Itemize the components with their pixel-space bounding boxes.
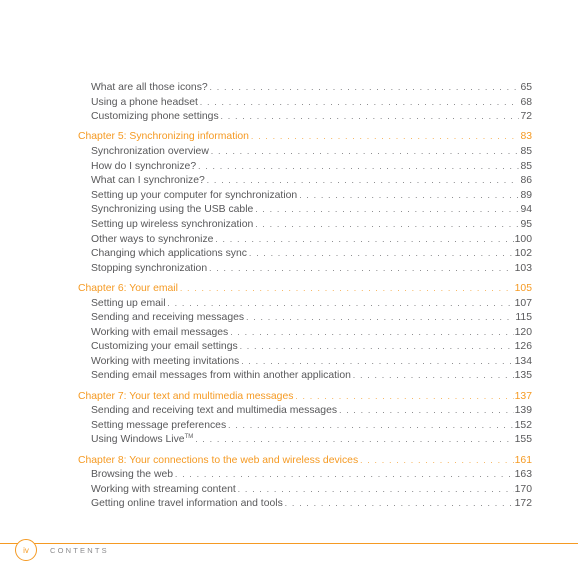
toc-entry[interactable] bbox=[78, 233, 532, 248]
title-wrap bbox=[78, 130, 251, 145]
dot-leader bbox=[209, 262, 514, 277]
entry-title: Stopping synchronization bbox=[91, 262, 208, 274]
page-ref: 103 bbox=[514, 262, 532, 274]
entry-title: Setting message preferences bbox=[91, 419, 227, 431]
title-wrap bbox=[91, 174, 207, 189]
toc-entry[interactable] bbox=[78, 218, 532, 233]
entry-title: Synchronization overview bbox=[91, 145, 209, 157]
title-wrap bbox=[91, 233, 215, 248]
toc-entry[interactable] bbox=[78, 203, 532, 218]
dot-leader bbox=[207, 174, 520, 189]
page-ref: 172 bbox=[514, 498, 532, 510]
page-ref: 170 bbox=[514, 483, 532, 495]
title-wrap bbox=[91, 218, 255, 233]
toc-entry[interactable] bbox=[78, 311, 532, 326]
entry-title: Setting up wireless synchronization bbox=[91, 218, 254, 230]
toc-entry[interactable] bbox=[78, 110, 532, 125]
page-ref: 72 bbox=[520, 111, 532, 123]
page-ref: 100 bbox=[514, 233, 532, 245]
page-ref: 85 bbox=[520, 160, 532, 172]
dot-leader bbox=[255, 218, 519, 233]
page-ref: 163 bbox=[514, 469, 532, 481]
title-wrap bbox=[91, 81, 210, 96]
toc-entry[interactable] bbox=[78, 160, 532, 175]
dot-leader bbox=[215, 233, 513, 248]
page-ref: 155 bbox=[514, 434, 532, 446]
title-wrap bbox=[91, 96, 200, 111]
dot-leader bbox=[339, 404, 514, 419]
page-number-badge bbox=[15, 539, 37, 561]
page-ref: 85 bbox=[520, 145, 532, 157]
title-wrap bbox=[91, 497, 285, 512]
chapter-title: Chapter 6: Your email bbox=[78, 282, 178, 294]
toc-chapter-heading[interactable] bbox=[78, 130, 532, 145]
toc-entry[interactable] bbox=[78, 433, 532, 448]
title-wrap bbox=[91, 483, 238, 498]
chapter-title: Chapter 8: Your connections to the web and wireless devices bbox=[78, 454, 359, 466]
page-ref: 68 bbox=[520, 96, 532, 108]
dot-leader bbox=[246, 311, 514, 326]
toc-entry[interactable] bbox=[78, 96, 532, 111]
title-wrap bbox=[91, 262, 209, 277]
table-of-contents bbox=[78, 81, 532, 512]
page-ref: 152 bbox=[514, 419, 532, 431]
page-ref: 139 bbox=[514, 405, 532, 417]
page-ref: 65 bbox=[520, 82, 532, 93]
section-label: CONTENTS bbox=[50, 546, 109, 555]
toc-entry[interactable] bbox=[78, 262, 532, 277]
page-ref: 94 bbox=[520, 204, 532, 216]
page-ref: 134 bbox=[514, 355, 532, 367]
toc-entry[interactable] bbox=[78, 81, 532, 96]
page-ref: 95 bbox=[520, 218, 532, 230]
dot-leader bbox=[198, 160, 519, 175]
title-wrap bbox=[91, 419, 228, 434]
page-ref: 86 bbox=[520, 175, 532, 187]
entry-title: Working with streaming content bbox=[91, 483, 236, 495]
title-wrap bbox=[78, 282, 180, 297]
toc-entry[interactable] bbox=[78, 497, 532, 512]
page-ref: 161 bbox=[514, 454, 532, 466]
page-ref: 89 bbox=[520, 189, 532, 201]
dot-leader bbox=[228, 419, 514, 434]
dot-leader bbox=[210, 81, 520, 96]
toc-entry[interactable] bbox=[78, 326, 532, 341]
title-wrap bbox=[91, 404, 339, 419]
page-ref: 83 bbox=[520, 131, 532, 143]
entry-title: Sending and receiving messages bbox=[91, 312, 245, 324]
page-number: iv bbox=[23, 545, 29, 555]
dot-leader bbox=[230, 326, 513, 341]
toc-entry[interactable] bbox=[78, 483, 532, 498]
entry-title: Sending email messages from within another application bbox=[91, 370, 351, 382]
toc-entry[interactable] bbox=[78, 404, 532, 419]
title-wrap bbox=[91, 355, 241, 370]
toc-entry[interactable] bbox=[78, 468, 532, 483]
title-wrap bbox=[78, 454, 360, 469]
dot-leader bbox=[221, 110, 520, 125]
toc-entry[interactable] bbox=[78, 340, 532, 355]
title-wrap bbox=[91, 340, 240, 355]
dot-leader bbox=[255, 203, 519, 218]
title-wrap bbox=[91, 311, 246, 326]
title-wrap bbox=[91, 110, 221, 125]
dot-leader bbox=[211, 145, 520, 160]
dot-leader bbox=[299, 189, 519, 204]
toc-chapter-heading[interactable] bbox=[78, 390, 532, 405]
toc-entry[interactable] bbox=[78, 297, 532, 312]
entry-title: How do I synchronize? bbox=[91, 160, 197, 172]
entry-title: Browsing the web bbox=[91, 469, 174, 481]
footer-rule bbox=[0, 543, 578, 544]
dot-leader bbox=[195, 433, 513, 448]
entry-title: What are all those icons? bbox=[91, 82, 208, 93]
dot-leader bbox=[353, 369, 514, 384]
entry-title: Working with meeting invitations bbox=[91, 355, 240, 367]
entry-title: Customizing phone settings bbox=[91, 111, 219, 123]
dot-leader bbox=[251, 130, 519, 145]
entry-title: Using a phone headset bbox=[91, 96, 198, 108]
title-wrap bbox=[91, 297, 168, 312]
dot-leader bbox=[285, 497, 514, 512]
title-wrap bbox=[91, 160, 198, 175]
toc-entry[interactable] bbox=[78, 419, 532, 434]
entry-title: Customizing your email settings bbox=[91, 341, 238, 353]
chapter-title: Chapter 5: Synchronizing information bbox=[78, 131, 249, 143]
title-wrap bbox=[78, 390, 295, 405]
dot-leader bbox=[175, 468, 514, 483]
entry-title: Synchronizing using the USB cable bbox=[91, 204, 254, 216]
toc-chapter-heading[interactable] bbox=[78, 454, 532, 469]
title-wrap bbox=[91, 145, 211, 160]
title-wrap bbox=[91, 189, 299, 204]
toc-entry[interactable] bbox=[78, 355, 532, 370]
entry-title: Using Windows Live bbox=[91, 434, 185, 446]
title-wrap bbox=[91, 247, 249, 262]
entry-title: Other ways to synchronize bbox=[91, 233, 214, 245]
page-ref: 137 bbox=[514, 390, 532, 402]
title-wrap bbox=[91, 468, 175, 483]
dot-leader bbox=[360, 454, 514, 469]
title-wrap bbox=[91, 203, 255, 218]
entry-title: What can I synchronize? bbox=[91, 175, 205, 187]
toc-entry[interactable] bbox=[78, 247, 532, 262]
dot-leader bbox=[295, 390, 513, 405]
trademark-superscript: TM bbox=[184, 434, 194, 441]
dot-leader bbox=[240, 340, 514, 355]
toc-entry[interactable] bbox=[78, 189, 532, 204]
entry-title: Changing which applications sync bbox=[91, 248, 247, 260]
page-ref: 107 bbox=[514, 297, 532, 309]
page-ref: 126 bbox=[514, 341, 532, 353]
title-wrap bbox=[91, 433, 195, 448]
dot-leader bbox=[168, 297, 514, 312]
entry-title: Working with email messages bbox=[91, 326, 229, 338]
page-ref: 135 bbox=[514, 370, 532, 382]
page-ref: 105 bbox=[514, 282, 532, 294]
dot-leader bbox=[241, 355, 513, 370]
toc-entry[interactable] bbox=[78, 369, 532, 384]
page-ref: 102 bbox=[514, 248, 532, 260]
dot-leader bbox=[238, 483, 514, 498]
dot-leader bbox=[249, 247, 514, 262]
entry-title: Sending and receiving text and multimedia messages bbox=[91, 405, 338, 417]
title-wrap bbox=[91, 326, 230, 341]
toc-entry[interactable] bbox=[78, 174, 532, 189]
dot-leader bbox=[200, 96, 520, 111]
entry-title: Setting up your computer for synchronization bbox=[91, 189, 298, 201]
entry-title: Setting up email bbox=[91, 297, 166, 309]
page-ref: 115 bbox=[515, 312, 532, 324]
title-wrap bbox=[91, 369, 353, 384]
dot-leader bbox=[180, 282, 514, 297]
page-ref: 120 bbox=[514, 326, 532, 338]
toc-entry[interactable] bbox=[78, 145, 532, 160]
entry-title: Getting online travel information and tools bbox=[91, 498, 283, 510]
toc-chapter-heading[interactable] bbox=[78, 282, 532, 297]
chapter-title: Chapter 7: Your text and multimedia messages bbox=[78, 390, 294, 402]
